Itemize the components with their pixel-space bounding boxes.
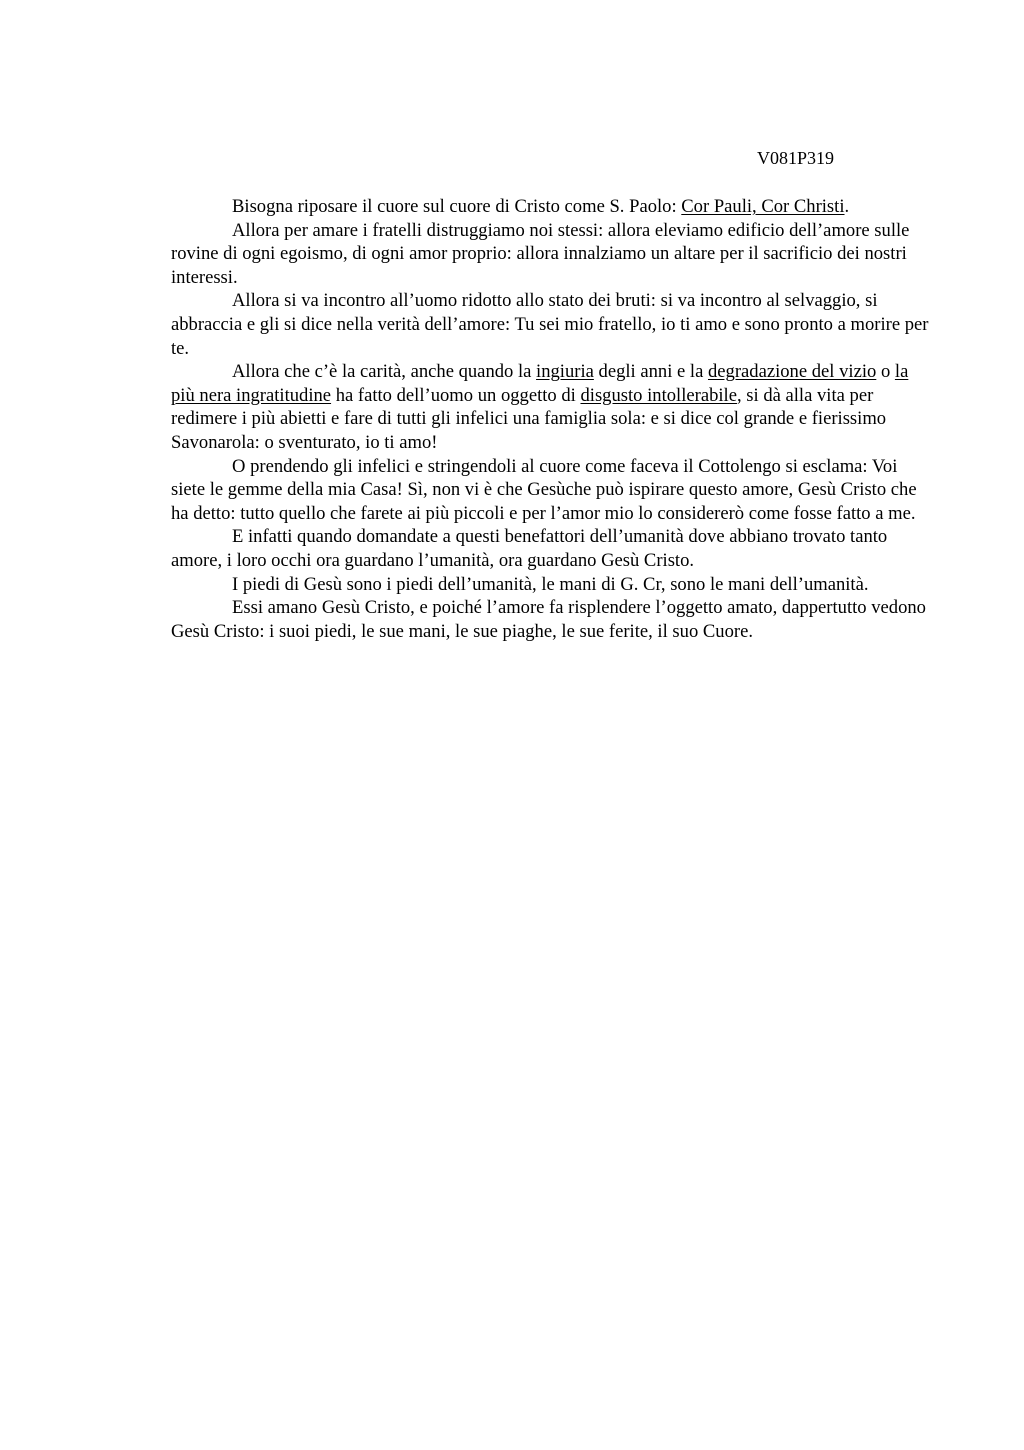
page-code: V081P319 xyxy=(757,148,835,168)
paragraph xyxy=(171,360,931,454)
underlined-text: disgusto intollerabile xyxy=(580,384,737,406)
paragraph xyxy=(171,525,931,572)
paragraph xyxy=(171,455,931,526)
underlined-text: Cor Pauli, Cor Christi xyxy=(681,196,845,217)
text-run: Allora si va incontro all’uomo ridotto allo stato dei bruti: si va incontro al selvaggio, si abbraccia e gli si dice nella verità dell’amore: Tu sei mio fratello, io ti amo e sono pronto a morire per te. xyxy=(171,290,929,359)
paragraph xyxy=(171,219,931,290)
text-run: Allora che c’è la carità, anche quando la xyxy=(232,361,537,383)
text-run: Essi amano Gesù Cristo, e poiché l’amore fa risplendere l’oggetto amato, dappertutto vedono Gesù Cristo: i suoi piedi, le sue mani, le sue piaghe, le sue ferite, il suo Cuore. xyxy=(171,597,926,642)
text-run: Allora per amare i fratelli distruggiamo noi stessi: allora eleviamo edificio dell’amore sulle rovine di ogni egoismo, di ogni amor proprio: allora innalziamo un altare per il sacrificio dei nostri interessi. xyxy=(171,219,910,288)
underlined-text: la più nera ingratitudine xyxy=(171,361,909,406)
text-run: , si dà alla vita per redimere i più abietti e fare di tutti gli infelici una famiglia sola: e si dice col grande e fierissimo Savonarola: o sventurato, io ti amo! xyxy=(171,384,887,453)
text-run: E infatti quando domandate a questi benefattori dell’umanità dove abbiano trovato tanto amore, i loro occhi ora guardano l’umanità, ora guardano Gesù Cristo. xyxy=(171,526,888,571)
text-run: Bisogna riposare il cuore sul cuore di Cristo come S. Paolo: xyxy=(232,196,682,217)
paragraph xyxy=(171,289,931,360)
paragraph xyxy=(171,195,931,219)
underlined-text: ingiuria xyxy=(536,361,594,383)
text-run: o xyxy=(876,361,895,383)
text-run: O prendendo gli infelici e stringendoli al cuore come faceva il Cottolengo si esclama: Voi siete le gemme della mia Casa! Sì, non vi è che Gesùche può ispirare questo amore, Gesù Cristo che ha detto: tutto quello che farete ai più piccoli e per l’amor mio lo considererò come fosse fatto a me. xyxy=(171,455,917,524)
paragraph xyxy=(171,596,931,643)
text-run: . xyxy=(844,196,850,217)
paragraph xyxy=(171,573,931,597)
underlined-text: degradazione del vizio xyxy=(708,361,877,383)
text-run: degli anni e la xyxy=(593,361,708,383)
text-run: ha fatto dell’uomo un oggetto di xyxy=(331,384,581,406)
text-run: I piedi di Gesù sono i piedi dell’umanità, le mani di G. Cr, sono le mani dell’umanità. xyxy=(232,573,869,595)
body-text xyxy=(171,195,931,643)
